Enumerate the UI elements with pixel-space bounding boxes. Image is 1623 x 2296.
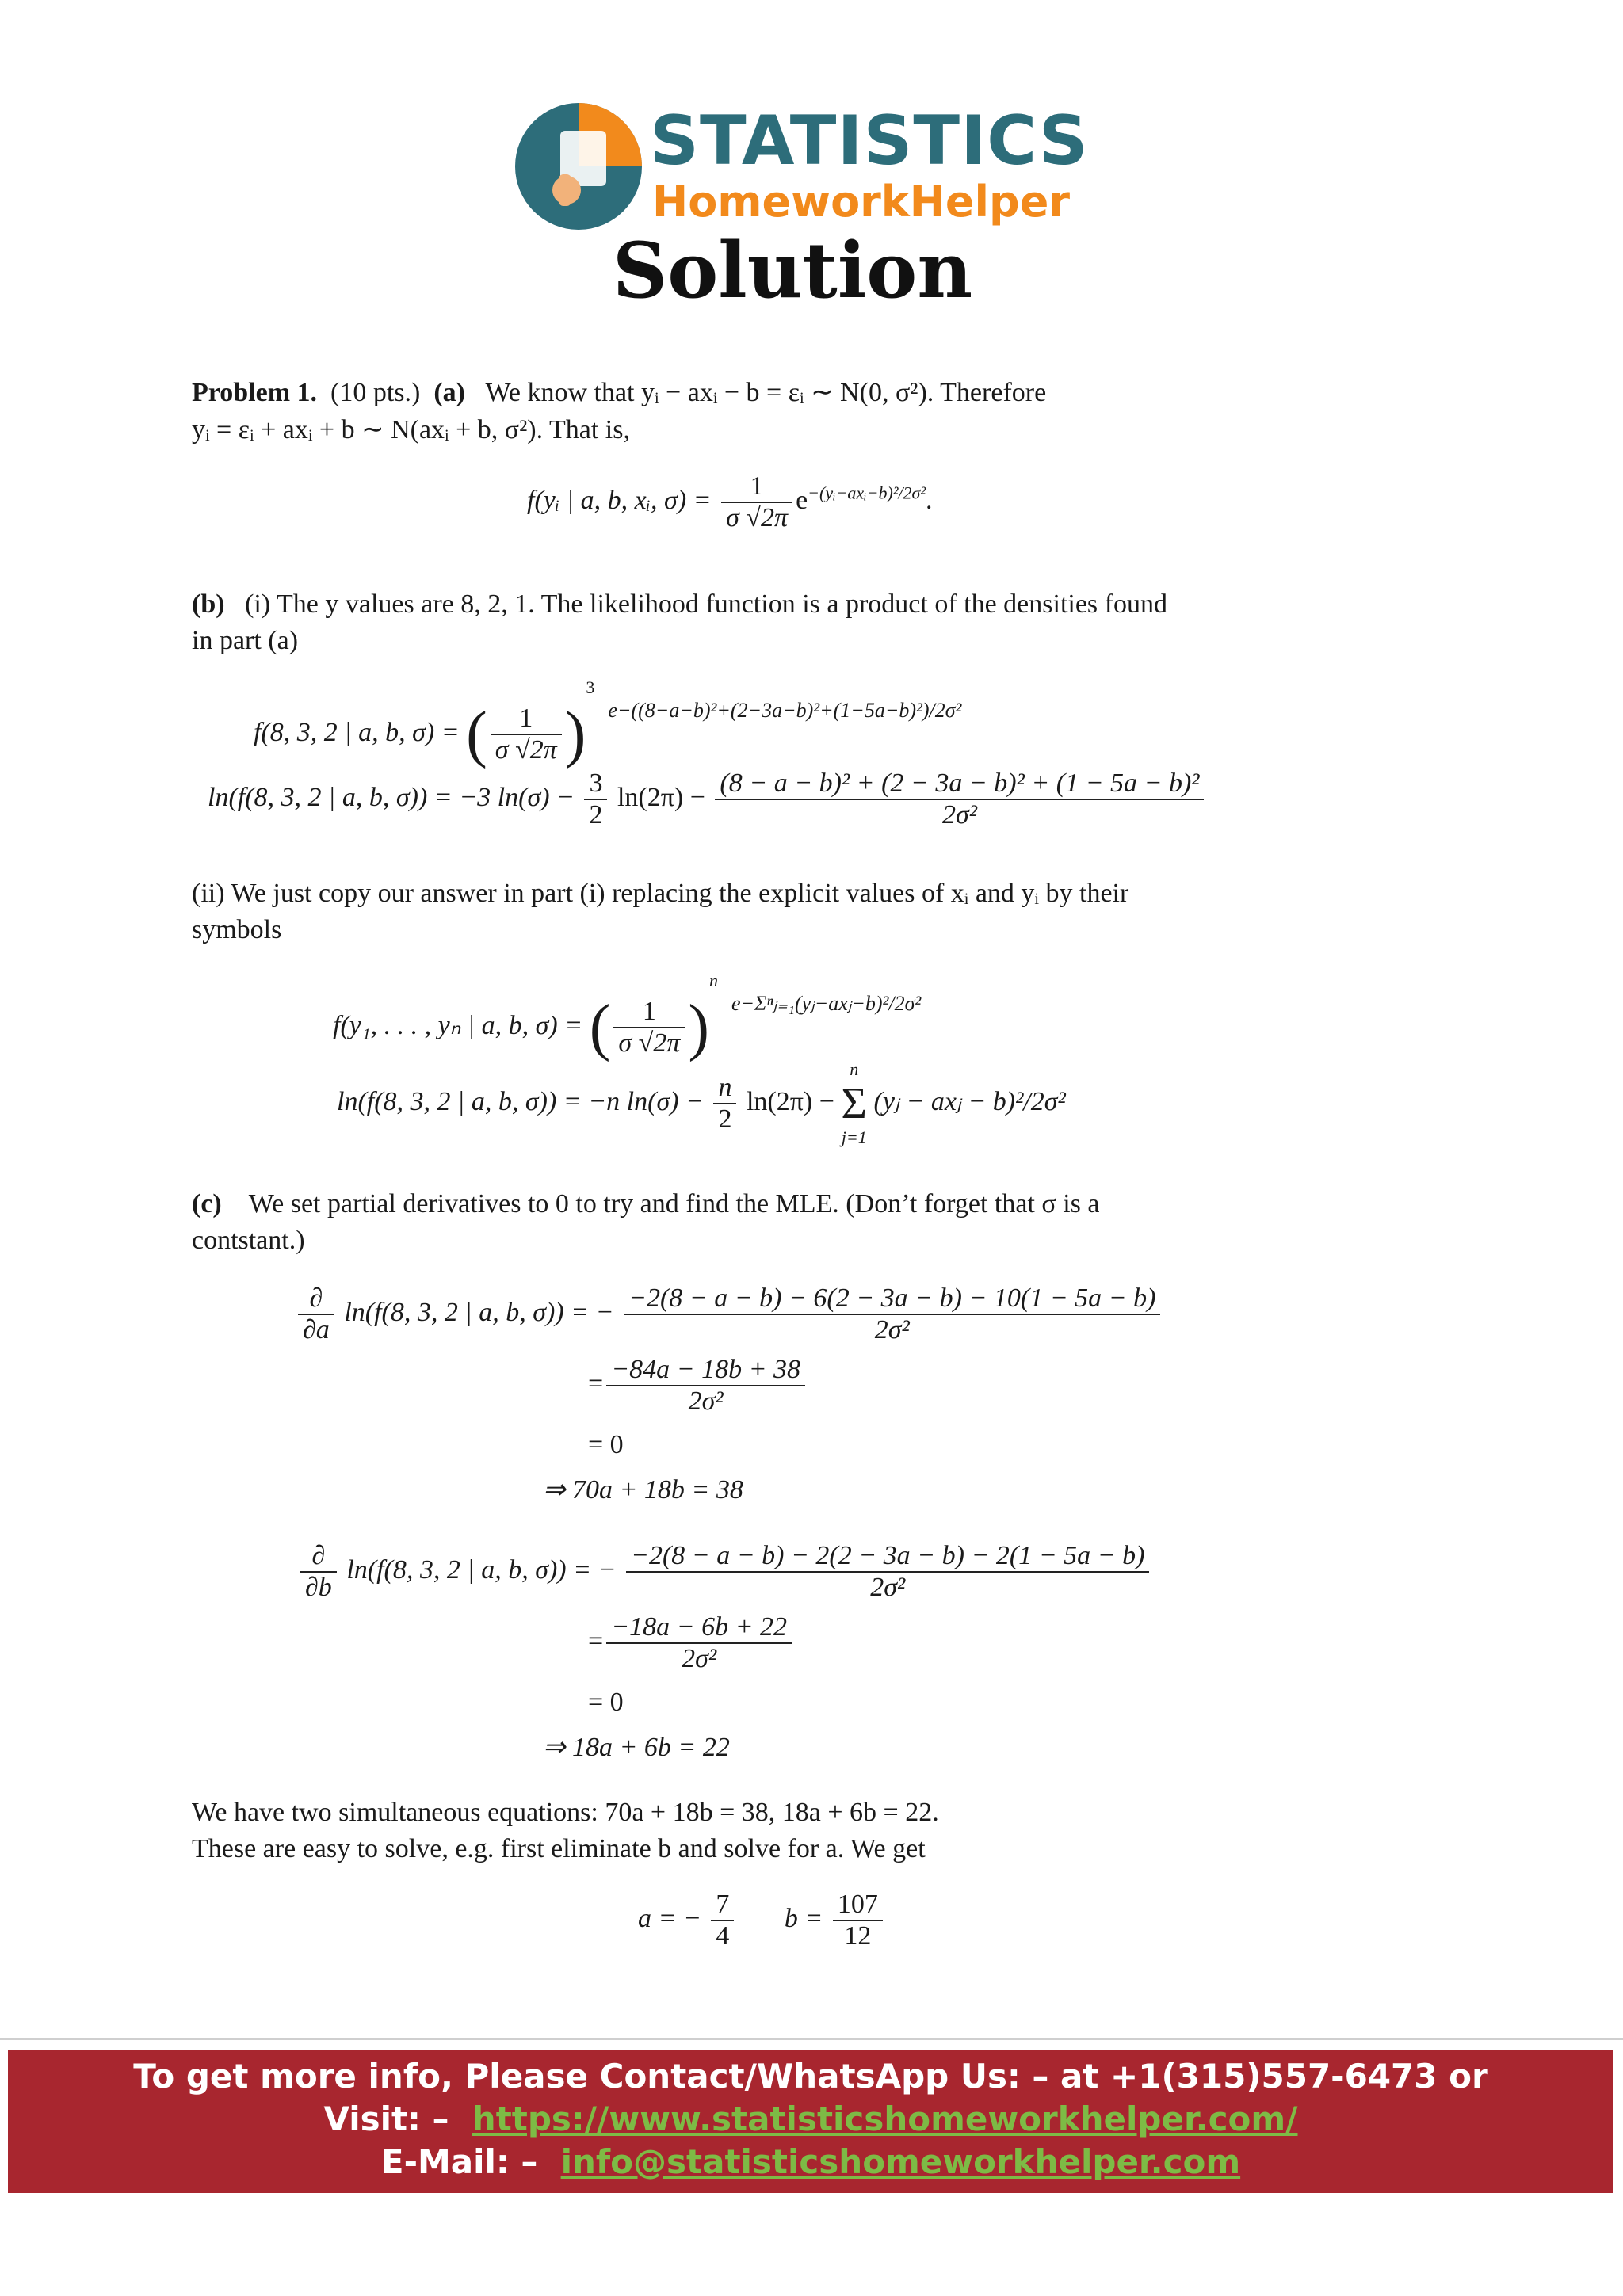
part-c-line2: contstant.) bbox=[192, 1226, 305, 1255]
eq-b-general-log: ln(f(8, 3, 2 | a, b, σ)) = −n ln(σ) − $\frac{n}{2}$ ln(2π) − n Σ j=1 (yⱼ − axⱼ − b)²/2σ² bbox=[337, 1058, 1066, 1150]
part-c-line1: (c) We set partial derivatives to 0 to try and find the MLE. (Don’t forget that σ is a bbox=[192, 1189, 1100, 1219]
eq-c-db-line2: = $\frac{-18a - 6b + 22}{\text{2σ²}}$ bbox=[588, 1612, 795, 1674]
footer-contact-line: To get more info, Please Contact/WhatsApp Us: – at +1(315)557-6473 or bbox=[133, 2057, 1488, 2096]
contact-footer bbox=[8, 2050, 1613, 2193]
eq-c-db-line1: $\frac{\partial}{\partial b}$ ln(f(8, 3, 2 | a, b, σ)) = − $\frac{-2(8 - a - b) - 2(2 - 3a - b) - 2(1 - 5a - b)}{\text{2σ²}}$ bbox=[297, 1541, 1152, 1603]
logo-emblem-icon bbox=[511, 99, 646, 234]
eq-c-da-line1: $\frac{\partial}{\partial a}$ ln(f(8, 3, 2 | a, b, σ)) = − $\frac{-2(8 - a - b) - 6(2 - 3a - b) - 10(1 - 5a - b)}{\text{2σ²}}$ bbox=[295, 1283, 1163, 1345]
part-b-line1: (b) (i) The y values are 8, 2, 1. The likelihood function is a product of the densities found bbox=[192, 589, 1167, 619]
eq-c-db-zero: = 0 bbox=[588, 1688, 624, 1717]
part-a-intro2: yᵢ = εᵢ + axᵢ + b ∼ N(axᵢ + b, σ²). That is, bbox=[192, 415, 630, 444]
footer-email-line: E-Mail: – info@statisticshomeworkhelper.com bbox=[380, 2142, 1241, 2181]
logo bbox=[511, 99, 1089, 234]
email-link[interactable]: info@statisticshomeworkhelper.com bbox=[560, 2142, 1241, 2181]
part-c-label: (c) bbox=[192, 1189, 222, 1219]
problem-a-line1 bbox=[192, 375, 1341, 411]
part-b-ii-line2: symbols bbox=[192, 915, 282, 944]
part-a-label: (a) bbox=[433, 378, 465, 407]
eq-c-da-result: ⇒ 70a + 18b = 38 bbox=[543, 1475, 743, 1505]
logo-brand-top: STATISTICS bbox=[650, 101, 1089, 181]
eq-a-frac: $\frac{1}{\sigma √2\pi}$ bbox=[721, 471, 792, 533]
footer-divider bbox=[0, 2038, 1623, 2040]
eq-a-density: f(yᵢ | a, b, xᵢ, σ) = $\frac{1}{\sigma √2\pi}$ $e^{-(yᵢ-axᵢ-b)^2/2\sigma^2}$. bbox=[527, 471, 933, 532]
eq-c-db-result: ⇒ 18a + 6b = 22 bbox=[543, 1733, 730, 1762]
part-b-line2: in part (a) bbox=[192, 626, 299, 655]
part-c-summary2: These are easy to solve, e.g. first eliminate b and solve for a. We get bbox=[192, 1834, 926, 1863]
part-b-ii-line1: (ii) We just copy our answer in part (i) replacing the explicit values of xᵢ and yᵢ by their bbox=[192, 879, 1129, 908]
page-title: Solution bbox=[612, 226, 973, 315]
problem-label: Problem 1. bbox=[192, 378, 318, 407]
part-b-label: (b) bbox=[192, 589, 225, 619]
eq-b-loglik: ln(f(8, 3, 2 | a, b, σ)) = −3 ln(σ) − $\frac{3}{2}$ ln(2π) − $\frac{\text{(8 − a − b)² + (2 − 3a − b)² + (1 − 5a − b)²}}{\text{2σ²}}$ bbox=[208, 769, 1207, 830]
footer-visit-line: Visit: – https://www.statisticshomeworkhelper.com/ bbox=[323, 2100, 1298, 2138]
eq-b-likelihood: f(8, 3, 2 | a, b, σ) = ( $\frac{1}{\sigma √2\pi}$ )$^3$ $^{e-((8-a-b)^2+(2-3a-b)^2+(1-5a-b)^2)/2\sigma^2}$ bbox=[254, 677, 962, 770]
eq-c-da-line2: = $\frac{-84a - 18b + 38}{\text{2σ²}}$ bbox=[588, 1355, 808, 1417]
part-a-intro: We know that yᵢ − axᵢ − b = εᵢ ∼ N(0, σ²). Therefore bbox=[485, 378, 1047, 407]
logo-brand-bottom: HomeworkHelper bbox=[652, 177, 1070, 227]
eq-b-general: f(y₁, . . . , yₙ | a, b, σ) = ( $\frac{1}{\sigma √2\pi}$ )$^n$ $^{e-\Sigma^nⱼ_{=1}(yⱼ-axⱼ-b)^2/2\sigma^2}$ bbox=[333, 971, 922, 1063]
part-c-summary1: We have two simultaneous equations: 70a + 18b = 38, 18a + 6b = 22. bbox=[192, 1798, 939, 1827]
eq-c-solution: a = − $\frac{7}{4}$ b = $\frac{107}{12}$ bbox=[638, 1890, 886, 1951]
website-link[interactable]: https://www.statisticshomeworkhelper.com/ bbox=[472, 2100, 1298, 2138]
sum-operator: n Σ j=1 bbox=[841, 1059, 868, 1147]
problem-points: (10 pts.) bbox=[330, 378, 421, 407]
eq-c-da-zero: = 0 bbox=[588, 1430, 624, 1459]
